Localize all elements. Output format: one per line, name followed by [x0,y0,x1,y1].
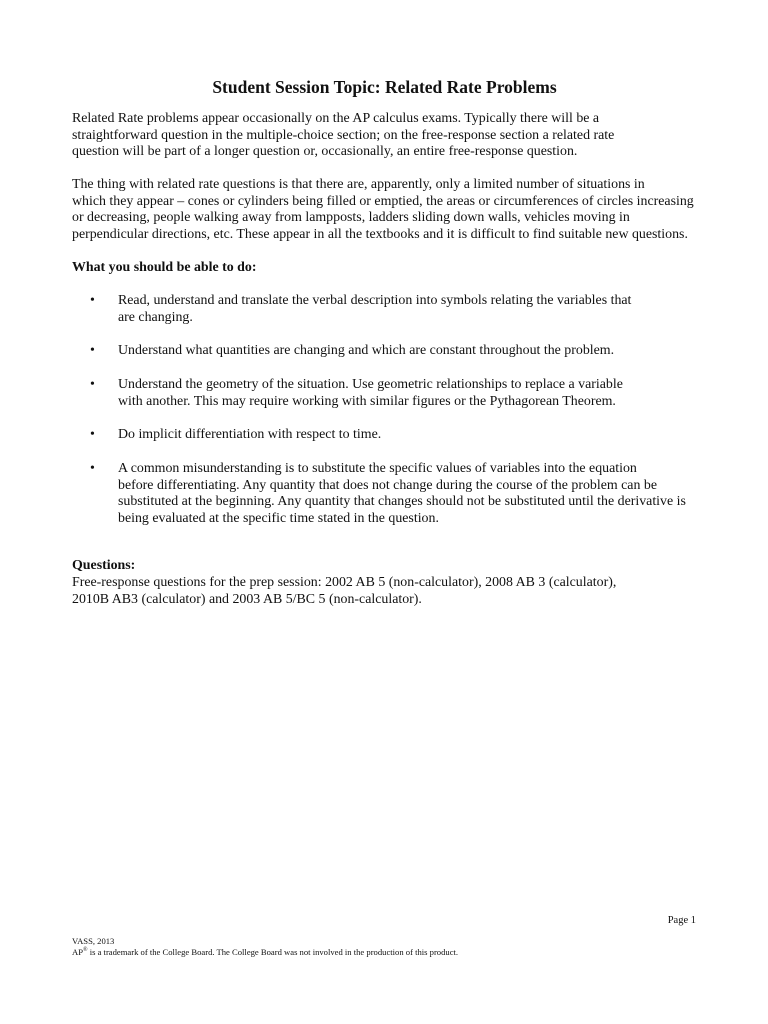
footer-trademark-prefix: AP [72,946,83,957]
bullet-icon: • [90,461,95,476]
bullet-icon: • [90,293,95,308]
list-item-line: being evaluated at the specific time stated in the question. [118,510,439,526]
list-item-line: Do implicit differentiation with respect to time. [118,427,382,442]
situations-line: perpendicular directions, etc. These appear in all the textbooks and it is difficult to find suitable new questions. [72,226,688,242]
list-item-text [118,461,698,527]
bullet-icon: • [90,377,95,392]
questions-line: 2010B AB3 (calculator) and 2003 AB 5/BC 5 (non-calculator). [72,591,422,607]
bullet-icon: • [90,343,95,358]
situations-line: The thing with related rate questions is that there are, apparently, only a limited number of situations in [72,177,645,192]
list-item-text [118,427,698,444]
registered-mark: ® [83,946,88,953]
intro-line: Related Rate problems appear occasionally on the AP calculus exams. Typically there will be a [72,111,600,126]
situations-line: or decreasing, people walking away from lampposts, ladders sliding down walls, vehicles moving in [72,210,630,226]
situations-line: which they appear – cones or cylinders being filled or emptied, the areas or circumferences of circles increasing [72,193,694,209]
list-item-line: Understand what quantities are changing and which are constant throughout the problem. [118,343,615,358]
list-item-line: substituted at the beginning. Any quantity that changes should not be substituted until the derivative is [118,494,686,510]
intro-line: question will be part of a longer question or, occasionally, an entire free-response question. [72,144,578,160]
intro-paragraph [72,111,697,161]
list-item-line: are changing. [118,309,193,325]
list-item-text [118,293,698,326]
list-item-line: with another. This may require working with similar figures or the Pythagorean Theorem. [118,393,616,409]
page-number: Page 1 [667,915,696,926]
page-footer [72,936,458,957]
questions-paragraph [72,575,697,608]
list-item-line: before differentiating. Any quantity that does not change during the course of the problem can be [118,477,657,493]
page-title: Student Session Topic: Related Rate Problems [212,77,557,97]
skills-heading: What you should be able to do: [72,260,257,275]
situations-paragraph [72,177,697,243]
questions-heading: Questions: [72,558,136,573]
footer-trademark [72,947,458,958]
intro-line: straightforward question in the multiple-choice section; on the free-response section a related rate [72,127,615,143]
list-item-line: A common misunderstanding is to substitute the specific values of variables into the equation [118,461,637,476]
footer-trademark-text: is a trademark of the College Board. The College Board was not involved in the production of this product. [87,946,459,957]
bullet-icon: • [90,427,95,442]
list-item-text [118,377,698,410]
list-item-line: Understand the geometry of the situation. Use geometric relationships to replace a variable [118,377,623,392]
list-item-line: Read, understand and translate the verbal description into symbols relating the variables that [118,293,632,308]
list-item-text [118,343,698,360]
footer-copyright: VASS, 2013 [72,936,115,946]
questions-line: Free-response questions for the prep session: 2002 AB 5 (non-calculator), 2008 AB 3 (calculator), [72,575,617,590]
